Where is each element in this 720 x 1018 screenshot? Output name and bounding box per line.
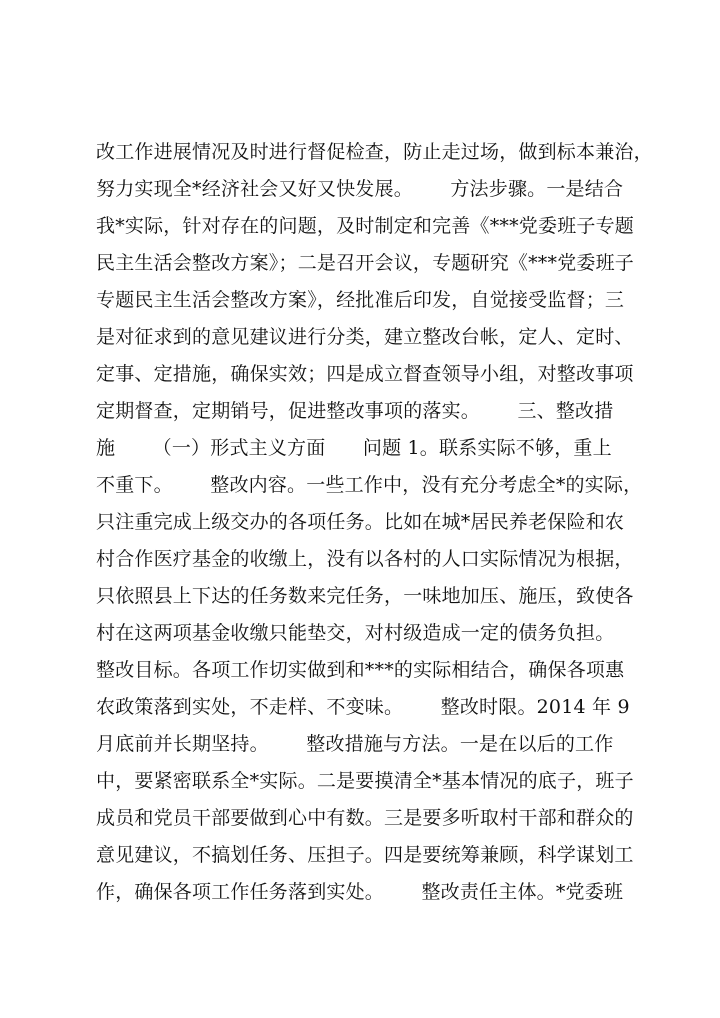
text-line: 我*实际，针对存在的问题，及时制定和完善《***党委班子专题	[96, 215, 635, 237]
text-line: 作，确保各项工作任务落到实处。 整改责任主体。*党委班	[96, 881, 624, 903]
text-line: 意见建议，不搞划任务、压担子。四是要统筹兼顾，科学谋划工	[96, 844, 634, 866]
text-line: 定事、定措施，确保实效；四是成立督查领导小组，对整改事项	[96, 363, 634, 385]
text-line: 只依照县上下达的任务数来完任务，一味地加压、施压，致使各	[96, 585, 634, 607]
text-line: 施 （一）形式主义方面 问题 1。联系实际不够，重上	[96, 437, 612, 459]
text-line: 只注重完成上级交办的各项任务。比如在城*居民养老保险和农	[96, 511, 625, 533]
text-line: 定期督查，定期销号，促进整改事项的落实。 三、整改措	[96, 400, 614, 422]
text-line: 月底前并长期坚持。 整改措施与方法。一是在以后的工作	[96, 733, 614, 755]
text-line: 专题民主生活会整改方案》，经批准后印发，自觉接受监督；三	[96, 289, 625, 311]
text-line: 农政策落到实处，不走样、不变味。 整改时限。2014 年 9	[96, 696, 630, 718]
text-line: 村合作医疗基金的收缴上，没有以各村的人口实际情况为根据，	[96, 548, 634, 570]
text-line: 不重下。 整改内容。一些工作中，没有充分考虑全*的实际，	[96, 474, 643, 496]
text-line: 村在这两项基金收缴只能垫交，对村级造成一定的债务负担。	[96, 622, 615, 644]
text-line: 努力实现全*经济社会又好又快发展。 方法步骤。一是结合	[96, 178, 624, 200]
text-line: 是对征求到的意见建议进行分类，建立整改台帐，定人、定时、	[96, 326, 634, 348]
text-line: 改工作进展情况及时进行督促检查，防止走过场，做到标本兼治，	[96, 141, 653, 163]
text-line: 成员和党员干部要做到心中有数。三是要多听取村干部和群众的	[96, 807, 634, 829]
text-line: 整改目标。各项工作切实做到和***的实际相结合，确保各项惠	[96, 659, 625, 681]
text-line: 民主生活会整改方案》；二是召开会议，专题研究《***党委班子	[96, 252, 635, 274]
text-line: 中，要紧密联系全*实际。二是要摸清全*基本情况的底子，班子	[96, 770, 634, 792]
